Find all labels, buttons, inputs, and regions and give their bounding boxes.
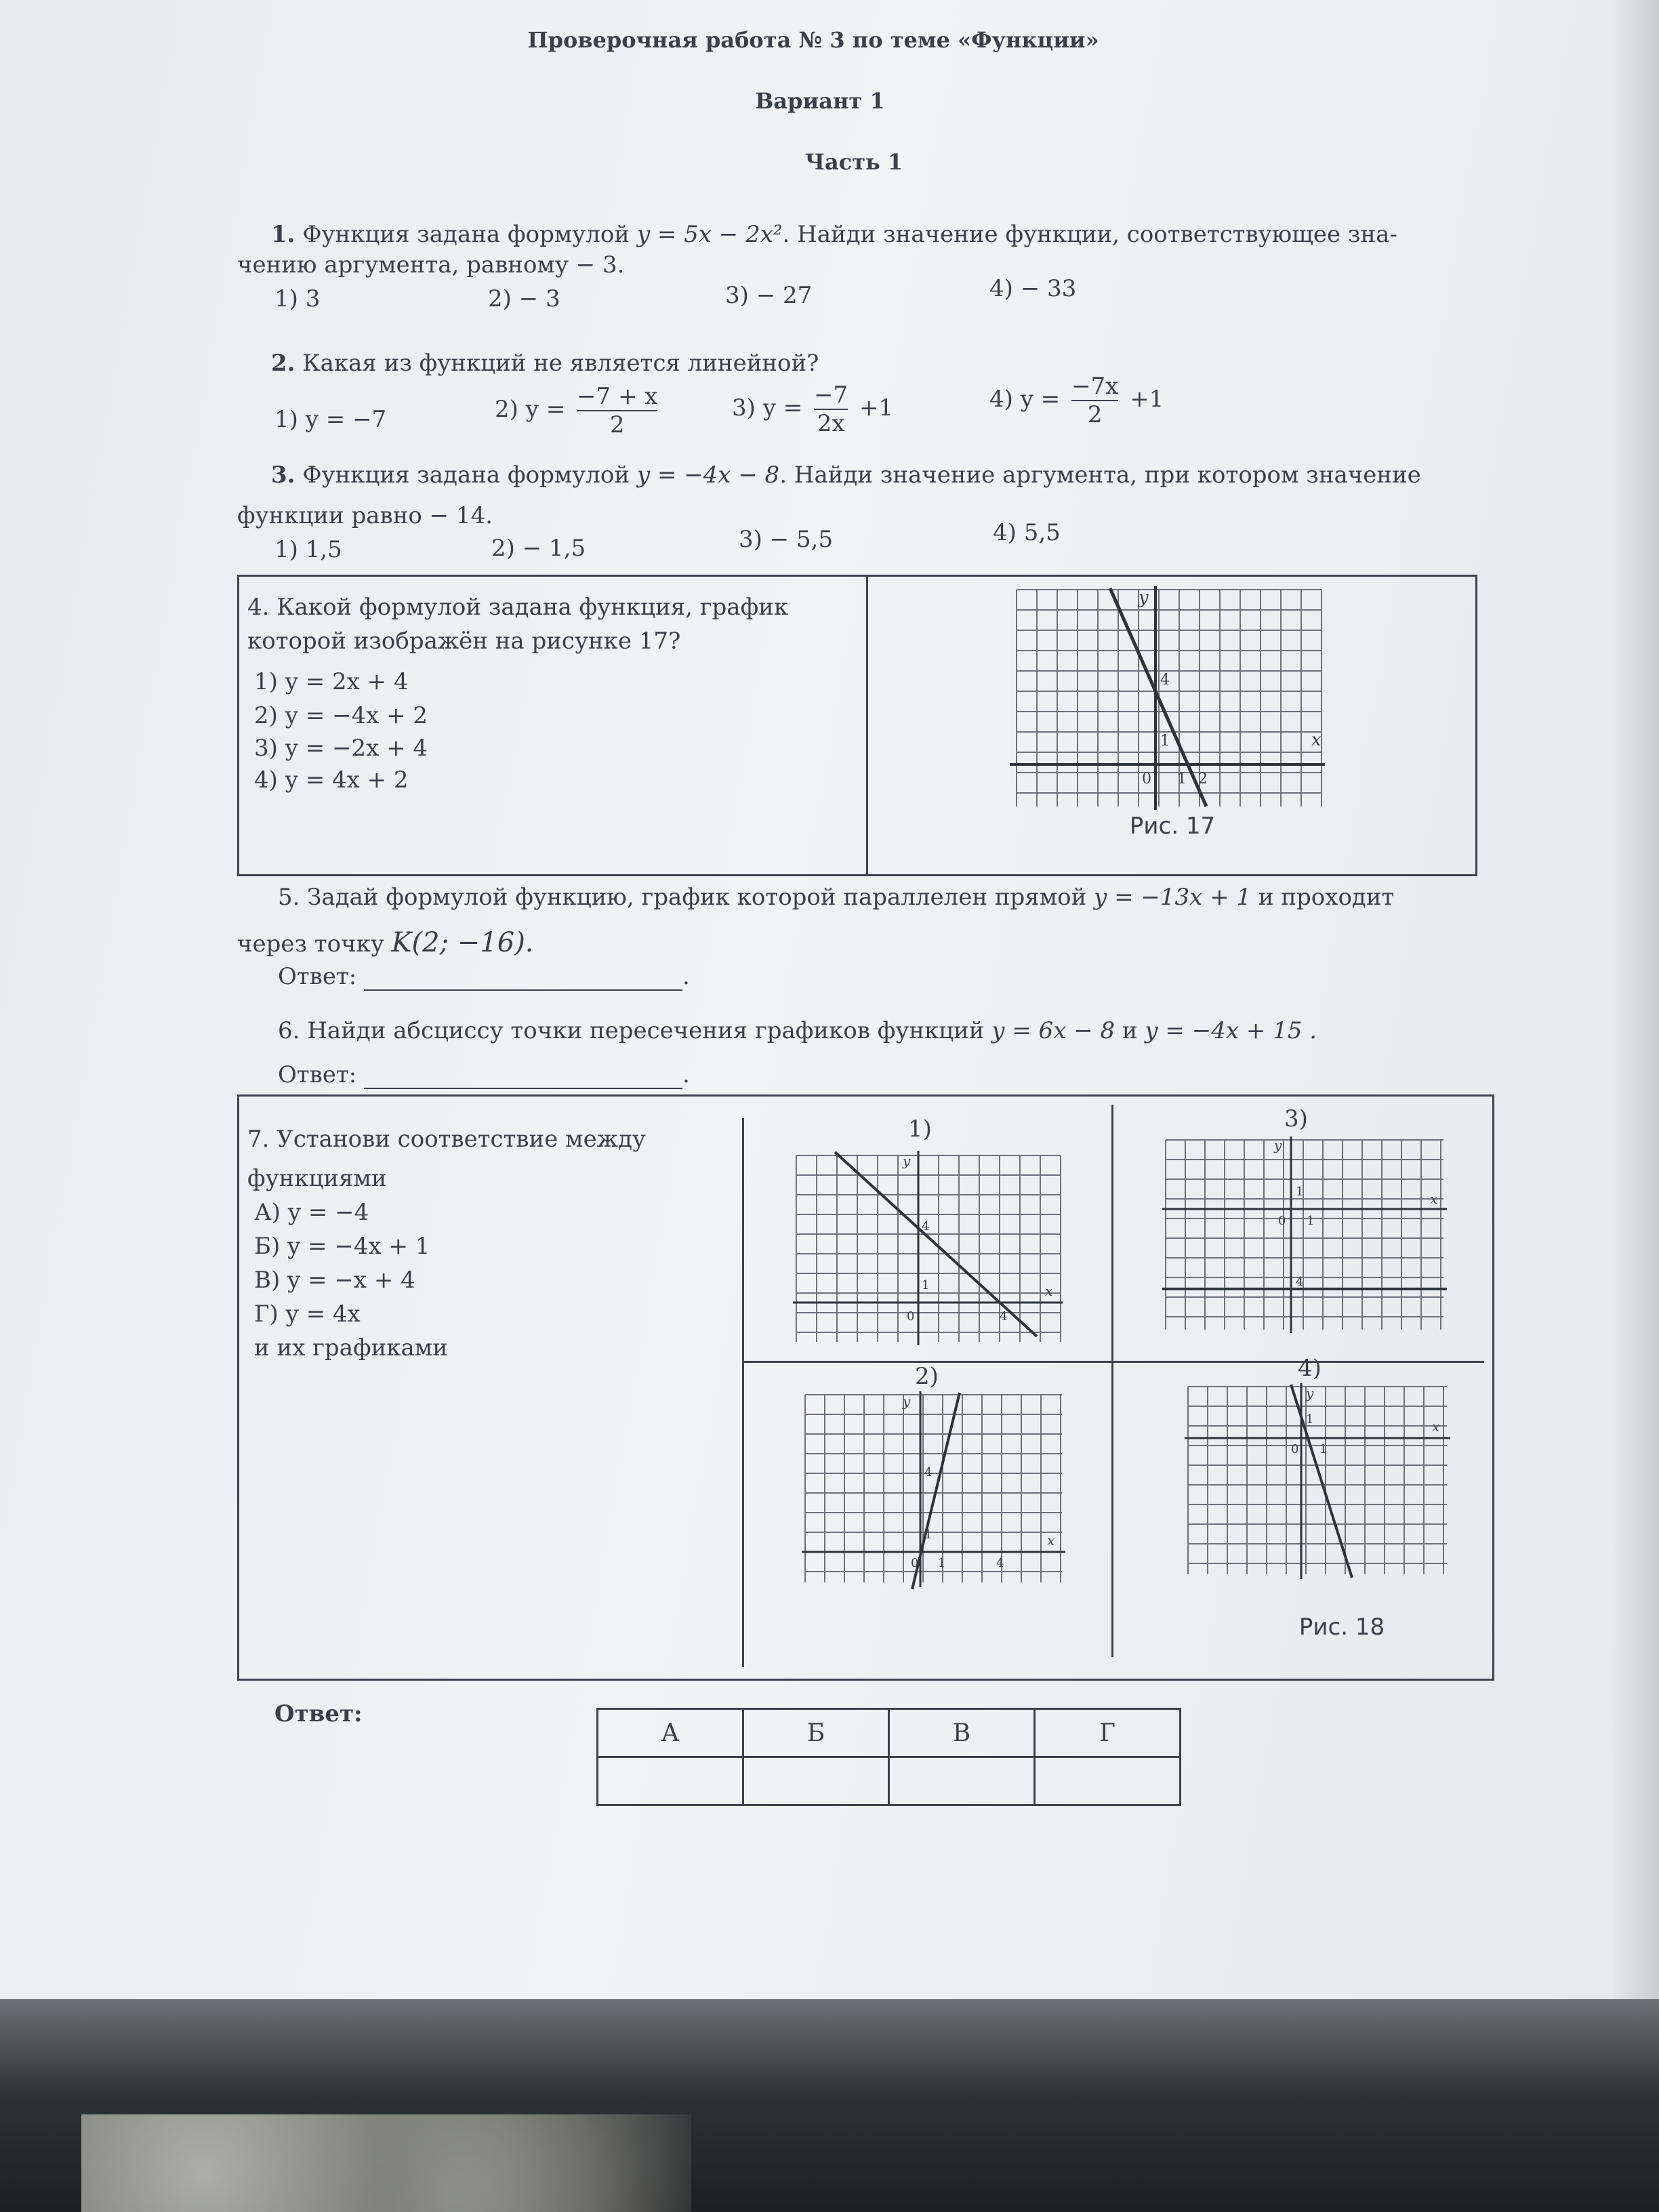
graph-2-tick-x4: 4 [996,1556,1004,1570]
q3-formula: y = −4x − 8 [636,462,780,489]
graph-2-y-label: y [903,1393,911,1410]
q6-answer-field[interactable] [364,1067,682,1089]
graph-3 [1159,1133,1450,1340]
answer-table-input-row [598,1757,1181,1805]
q7-func-g: Г) y = 4x [254,1300,361,1328]
graph-2-zero: 0 [911,1556,919,1570]
graph-1 [793,1145,1064,1349]
q2-opt3-num: −7 [814,382,848,409]
q7-func-b: Б) y = −4x + 1 [254,1233,430,1260]
q2-opt3-fraction [814,382,848,437]
graph-4-tick-x1: 1 [1319,1442,1328,1456]
q3-text: Функция задана формулой [302,462,630,489]
q1-number: 1. [271,221,295,248]
q3-text2: . Найди значение аргумента, при котором значение [779,462,1421,489]
graph-4-zero: 0 [1291,1442,1299,1456]
graph-3-x-label: x [1430,1191,1438,1207]
q3-option-1: 1) 1,5 [274,536,342,563]
q2-opt4-fraction [1071,373,1118,428]
q2-opt3-prefix: 3) y = [732,394,803,422]
q2-option-4 [989,373,1164,428]
q1-option-4: 4) − 33 [989,275,1077,302]
q1-formula: y = 5x − 2x² [636,221,783,248]
q4-tick-x2: 2 [1198,771,1208,787]
q5-text-b: и проходит [1258,884,1395,911]
q2-opt2-prefix: 2) y = [495,396,566,423]
q1-line2: чению аргумента, равному − 3. [237,251,625,279]
answer-header-b: Б [743,1709,889,1757]
q4-x-label: x [1311,730,1322,750]
q3-option-2: 2) − 1,5 [491,535,586,562]
graph-2-x-label: x [1047,1532,1055,1549]
q7-func-v: В) y = −x + 4 [254,1267,415,1294]
q7-line-end: и их графиками [254,1334,448,1361]
q1-option-2: 2) − 3 [488,285,560,312]
q6-formula-1: y = 6x − 8 [991,1017,1115,1044]
page-title: Проверочная работа № 3 по теме «Функции» [527,27,1099,53]
graph-1-tick-y1: 1 [922,1278,930,1292]
graph-3-tick-y1: 1 [1296,1185,1304,1199]
q2-opt3-den: 2x [817,410,845,437]
answer-cell-a[interactable] [598,1757,743,1805]
graph-1-label: 1) [908,1115,932,1143]
graph-2-tick-x1: 1 [938,1556,946,1570]
q5-answer-label: Ответ: [278,963,357,990]
q1-text2: . Найди значение функции, соответствующее зна- [782,221,1397,248]
q3-number: 3. [271,462,295,489]
q2-opt4-suffix: +1 [1130,386,1164,413]
q4-line2: которой изображён на рисунке 17? [247,628,681,655]
q5-point: K(2; −16). [391,927,534,958]
q7-func-a: А) y = −4 [254,1199,369,1226]
graph-3-label: 3) [1284,1105,1308,1132]
answer-header-v: В [889,1709,1035,1757]
q2-opt3-suffix: +1 [859,394,894,422]
q4-line1: 4. Какой формулой задана функция, график [247,594,789,621]
q4-option-4: 4) y = 4x + 2 [254,766,409,794]
answer-header-a: А [598,1709,743,1757]
graph-2-label: 2) [915,1363,939,1390]
q7-divider-v2 [1111,1105,1113,1657]
q4-graph [1010,583,1328,813]
q5-text-c: через точку [237,930,384,958]
q6-text: 6. Найди абсциссу точки пересечения графиков функций [278,1017,985,1044]
q6-formula-2: y = −4x + 15 . [1145,1017,1317,1044]
page-edge [1612,0,1659,1999]
answer-cell-b[interactable] [743,1757,889,1805]
q2-number: 2. [271,350,295,377]
graph-2 [800,1389,1067,1593]
variant-label: Вариант 1 [755,88,885,114]
q7-divider-h [742,1361,1484,1363]
q3-line1 [271,461,1421,489]
q7-line1: 7. Установи соответствие между [247,1126,646,1153]
q2-opt2-den: 2 [609,411,625,438]
graph-4-tick-y1: 1 [1306,1412,1314,1427]
graph-4 [1183,1381,1454,1584]
q1-line1 [271,220,1397,249]
q7-line2: функциями [247,1165,387,1192]
q4-tick-y1: 1 [1160,733,1170,750]
answer-table-header-row [598,1709,1181,1757]
graph-3-tick-y4: 4 [1296,1275,1304,1289]
q4-grid [1017,590,1322,806]
q5-line2 [237,928,534,958]
q5-text-a: 5. Задай формулой функцию, график которой параллелен прямой [278,884,1087,911]
part-label: Часть 1 [804,149,903,175]
q2-opt4-num: −7x [1071,373,1119,400]
graph-4-y-label: y [1306,1385,1314,1401]
q4-option-1: 1) y = 2x + 4 [254,668,409,695]
q2-opt2-num: −7 + x [577,383,658,410]
q2-text: Какая из функций не является линейной? [302,350,819,377]
fig18-caption: Рис. 18 [1298,1614,1385,1641]
q5-line1 [278,883,1394,912]
q7-answer-table [596,1708,1181,1806]
q4-option-2: 2) y = −4x + 2 [254,702,428,729]
graph-3-y-label: y [1274,1137,1282,1153]
q6-and: и [1122,1017,1138,1044]
graph-1-zero: 0 [907,1309,915,1324]
q6-answer[interactable]: Ответ: . [278,1061,690,1088]
answer-cell-g[interactable] [1035,1757,1181,1805]
graph-4-x-label: x [1432,1418,1440,1435]
q2-option-3 [732,382,893,437]
q7-divider-v1 [742,1118,744,1667]
q2-opt2-fraction [577,383,657,438]
q5-answer[interactable]: Ответ: . [278,963,690,990]
q2-question [271,349,819,377]
q3-option-4: 4) 5,5 [993,519,1061,546]
answer-header-g: Г [1035,1709,1181,1757]
q7-answer-label: Ответ: [274,1700,363,1727]
graph-3-zero: 0 [1278,1214,1286,1228]
q2-opt4-den: 2 [1087,401,1103,428]
q1-option-1: 1) 3 [274,285,321,312]
q4-tick-x1: 1 [1177,771,1187,787]
graph-2-tick-y4: 4 [924,1465,933,1479]
graph-4-label: 4) [1298,1355,1322,1382]
q2-option-1: 1) y = −7 [274,406,387,433]
graph-1-tick-x4: 4 [1000,1309,1008,1324]
q6-answer-label: Ответ: [278,1061,357,1088]
q3-option-3: 3) − 5,5 [739,526,834,553]
graph-1-y-label: y [903,1153,911,1169]
q2-option-2 [495,383,661,438]
q4-tick-y4: 4 [1160,672,1170,689]
graph-1-tick-y4: 4 [922,1219,930,1233]
graph-2-tick-y1: 1 [924,1528,933,1542]
q1-option-3: 3) − 27 [725,282,813,309]
graph-1-x-label: x [1045,1283,1053,1299]
q6-line1 [278,1017,1317,1045]
q5-answer-field[interactable] [364,969,682,991]
graph-3-grid [1166,1140,1443,1330]
q4-origin-label: 0 [1142,771,1151,787]
fig17-caption: Рис. 17 [1129,813,1216,840]
answer-cell-v[interactable] [889,1757,1035,1805]
q5-formula: y = −13x + 1 [1094,884,1252,911]
q4-divider [866,575,868,876]
q1-text: Функция задана формулой [302,221,630,248]
q3-line2: функции равно − 14. [237,502,493,529]
graph-1-grid [796,1155,1061,1342]
graph-4-grid [1188,1387,1447,1574]
graph-3-tick-x1: 1 [1307,1214,1315,1228]
graph-2-grid [805,1395,1062,1582]
fabric-edge [81,2114,691,2212]
q4-y-label: y [1139,588,1149,608]
q4-option-3: 3) y = −2x + 4 [254,735,428,762]
q2-opt4-prefix: 4) y = [989,386,1061,413]
